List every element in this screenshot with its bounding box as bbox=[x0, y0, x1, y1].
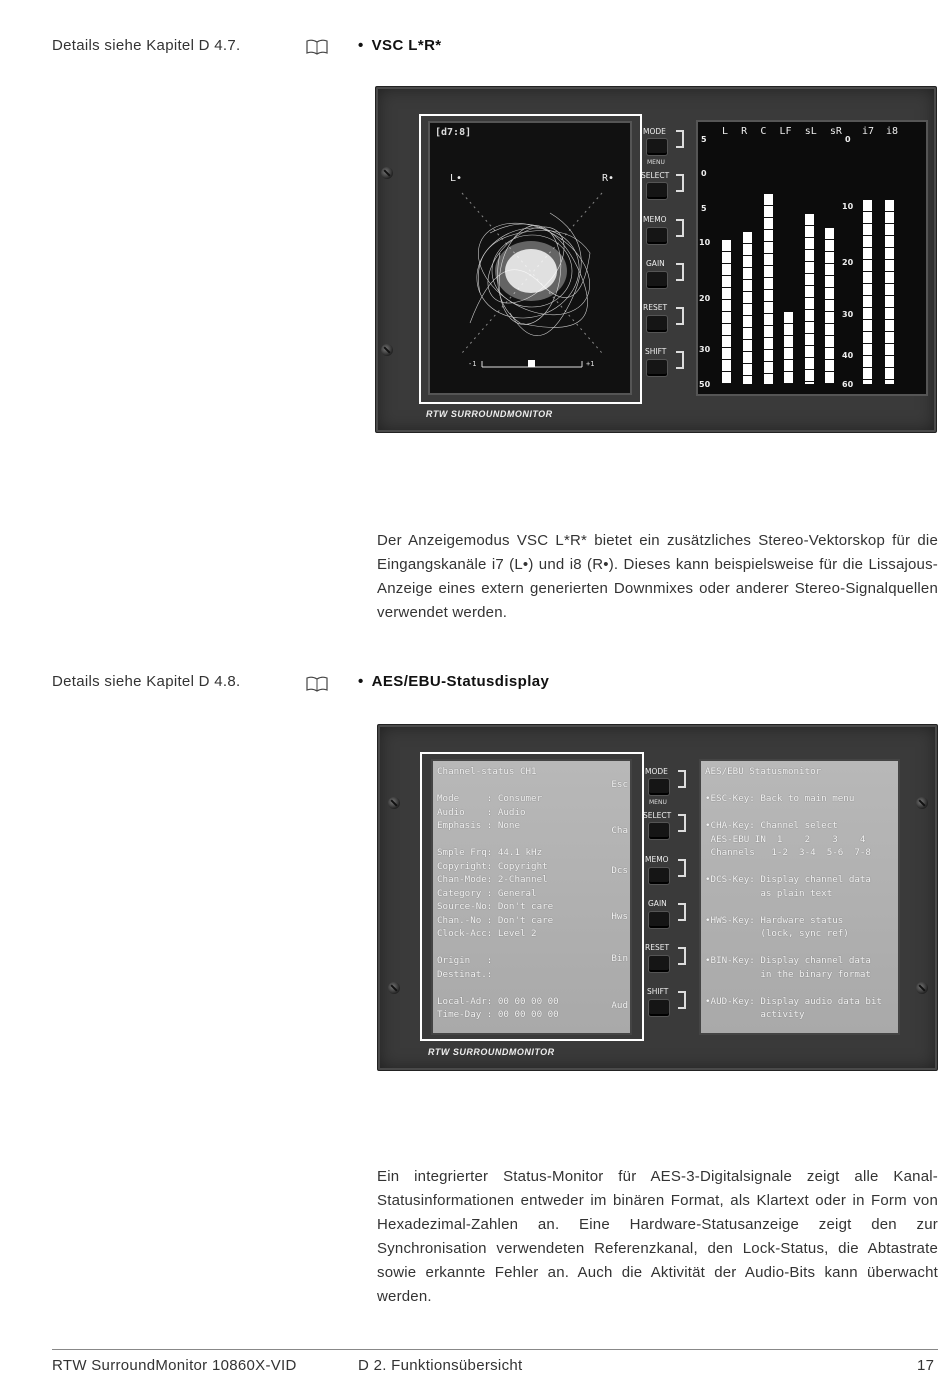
softkey-aud-label: Aud bbox=[611, 1000, 628, 1011]
meter-channel-label: L bbox=[722, 126, 729, 137]
memo-label: MEMO bbox=[643, 215, 667, 224]
meter-bar bbox=[743, 232, 752, 384]
select-button[interactable] bbox=[648, 822, 670, 840]
meter-bar bbox=[722, 240, 731, 384]
scale-label: 0 bbox=[845, 135, 851, 144]
lcd-line: Category : General bbox=[437, 887, 537, 899]
lcd-line: AES-EBU IN 1 2 3 4 bbox=[705, 833, 866, 845]
bracket-icon bbox=[678, 859, 686, 877]
lcd-line: Channels 1-2 3-4 5-6 7-8 bbox=[705, 847, 871, 858]
reset-button[interactable] bbox=[648, 955, 670, 973]
bracket-icon bbox=[676, 219, 684, 237]
meter-channel-label: sL bbox=[804, 126, 817, 137]
bracket-icon bbox=[678, 814, 686, 832]
memo-label: MEMO bbox=[645, 855, 669, 864]
screw bbox=[916, 797, 928, 809]
scale-label: 30 bbox=[699, 345, 711, 354]
vectorscope-screen bbox=[428, 121, 632, 395]
softkey-hws-label: Hws bbox=[611, 911, 628, 922]
lcd-line: •HWS-Key: Hardware status bbox=[705, 914, 844, 926]
brand-logo: RTW SURROUNDMONITOR bbox=[426, 409, 553, 419]
softkey-cha-label: Cha bbox=[611, 825, 628, 836]
brand-logo: RTW SURROUNDMONITOR bbox=[428, 1047, 555, 1057]
bullet-icon: • bbox=[358, 37, 364, 54]
bracket-icon bbox=[676, 263, 684, 281]
lcd-line: Chan-Mode: 2-Channel bbox=[437, 874, 548, 885]
reset-label: RESET bbox=[645, 943, 670, 952]
section-heading-text: VSC L*R* bbox=[371, 37, 442, 54]
lcd-line: Destinat.: bbox=[437, 968, 493, 980]
screw bbox=[381, 167, 393, 179]
lcd-line: Clock-Acc: Level 2 bbox=[437, 928, 537, 939]
bracket-icon bbox=[678, 903, 686, 921]
scale-label: 0 bbox=[701, 169, 707, 178]
lcd-line: Emphasis : None bbox=[437, 820, 520, 831]
screw bbox=[388, 982, 400, 994]
lcd-line: activity bbox=[705, 1009, 805, 1020]
bracket-icon bbox=[676, 174, 684, 192]
side-reference-2: Details siehe Kapitel D 4.8. bbox=[52, 673, 241, 690]
meter-channel-label: sR bbox=[829, 126, 842, 137]
scale-label: 50 bbox=[699, 380, 711, 389]
footer-chapter: D 2. Funktionsübersicht bbox=[358, 1357, 523, 1374]
screw bbox=[388, 797, 400, 809]
shift-button[interactable] bbox=[646, 359, 668, 377]
device-photo-aes bbox=[377, 724, 938, 1071]
softkey-dcs-label: Dcs bbox=[611, 865, 628, 876]
softkey-bin-label: Bin bbox=[611, 953, 628, 964]
meter-bar bbox=[863, 200, 872, 384]
meter-channel-label: C bbox=[760, 126, 767, 137]
level-meter-panel bbox=[696, 120, 928, 396]
reset-label: RESET bbox=[643, 303, 668, 312]
lcd-line: Channel-status CH1 bbox=[437, 766, 537, 777]
lcd-line: Origin : bbox=[437, 955, 493, 966]
book-icon bbox=[306, 676, 328, 692]
meter-bar bbox=[784, 312, 793, 384]
side-reference-1: Details siehe Kapitel D 4.7. bbox=[52, 37, 241, 54]
paragraph-vsc: Der Anzeigemodus VSC L*R* bietet ein zusätzliches Stereo-Vektorskop für die Eingangskanäle i7 (L•) und i8 (R•). Dieses kann beispielsweise für die Lissajous-Anzeige eines extern generierten Downmixes oder anderer Stereo-Signalquellen verwendet werden. bbox=[377, 532, 938, 621]
lcd-line: Chan.-No : Don't care bbox=[437, 914, 554, 926]
memo-button[interactable] bbox=[646, 227, 668, 245]
screw bbox=[381, 344, 393, 356]
menu-label: MENU bbox=[649, 799, 667, 806]
lcd-line: AES/EBU Statusmonitor bbox=[705, 766, 822, 777]
screw bbox=[916, 982, 928, 994]
menu-label: MENU bbox=[647, 159, 665, 166]
lcd-line: •CHA-Key: Channel select bbox=[705, 820, 838, 831]
scale-label: 5 bbox=[701, 204, 707, 213]
scale-label: 10 bbox=[842, 202, 854, 211]
lcd-line: •BIN-Key: Display channel data bbox=[705, 955, 871, 966]
shift-button[interactable] bbox=[648, 999, 670, 1017]
scale-label: 20 bbox=[699, 294, 711, 303]
lcd-line: Copyright: Copyright bbox=[437, 860, 548, 872]
scale-label: 40 bbox=[842, 351, 854, 360]
page-number: 17 bbox=[917, 1357, 935, 1374]
section-heading-vsc bbox=[358, 37, 442, 54]
correlation-max-label: +1 bbox=[586, 360, 595, 368]
channel-status-screen bbox=[431, 759, 632, 1035]
book-icon bbox=[306, 39, 328, 55]
meter-channel-label: i8 bbox=[885, 126, 898, 137]
mode-button[interactable] bbox=[646, 138, 668, 156]
memo-button[interactable] bbox=[648, 867, 670, 885]
lissajous-plot bbox=[430, 123, 630, 393]
softkey-esc-label: Esc bbox=[611, 779, 628, 790]
left-channel-label: L• bbox=[450, 173, 463, 184]
extra-channel-headers bbox=[862, 126, 898, 137]
meter-bar bbox=[764, 194, 773, 384]
meter-channel-label: R bbox=[741, 126, 748, 137]
device-photo-vsc bbox=[375, 86, 937, 433]
section-heading-aes bbox=[358, 673, 549, 690]
gain-button[interactable] bbox=[648, 911, 670, 929]
scale-label: 30 bbox=[842, 310, 854, 319]
bracket-icon bbox=[676, 351, 684, 369]
scale-label: 10 bbox=[699, 238, 711, 247]
section-heading-text: AES/EBU-Statusdisplay bbox=[371, 673, 550, 690]
bracket-icon bbox=[678, 770, 686, 788]
lcd-line: •AUD-Key: Display audio data bit bbox=[705, 995, 883, 1007]
footer-rule bbox=[52, 1349, 938, 1350]
mode-label: MODE bbox=[645, 767, 668, 776]
select-label: SELECT bbox=[643, 811, 672, 820]
bullet-icon: • bbox=[358, 673, 364, 690]
select-button[interactable] bbox=[646, 182, 668, 200]
lcd-line: Time-Day : 00 00 00 00 bbox=[437, 1009, 559, 1020]
status-monitor-help-screen bbox=[699, 759, 900, 1035]
lcd-line: Smple Frq: 44.1 kHz bbox=[437, 847, 543, 858]
mode-label: MODE bbox=[643, 127, 666, 136]
bracket-icon bbox=[676, 307, 684, 325]
shift-label: SHIFT bbox=[647, 987, 669, 996]
reset-button[interactable] bbox=[646, 315, 668, 333]
lcd-line: •ESC-Key: Back to main menu bbox=[705, 793, 855, 804]
lcd-line: Mode : Consumer bbox=[437, 793, 543, 804]
footer-product: RTW SurroundMonitor 10860X-VID bbox=[52, 1357, 297, 1374]
meter-bar bbox=[805, 214, 814, 384]
lcd-line: Source-No: Don't care bbox=[437, 901, 554, 912]
paragraph-aes: Ein integrierter Status-Monitor für AES-3-Digitalsignale zeigt alle Kanal-Statusinformationen entweder im binären Format, als Klartext oder in Form von Hexadezimal-Zahlen an. Eine Hardware-Statusanzeige zeigt den zur Synchronisation verwendeten Referenzkanal, den Lock-Status, die Abtastrate sowie erkannte Fehler an. Auch die Aktivität der Audio-Bits kann überwacht werden. bbox=[377, 1168, 938, 1305]
gain-label: GAIN bbox=[646, 259, 665, 268]
meter-bar bbox=[825, 228, 834, 384]
lcd-line: (lock, sync ref) bbox=[705, 928, 849, 939]
scale-label: 20 bbox=[842, 258, 854, 267]
lcd-line: Audio : Audio bbox=[437, 806, 526, 818]
right-channel-label: R• bbox=[602, 173, 615, 184]
meter-channel-label: LF bbox=[779, 126, 792, 137]
scale-label: 60 bbox=[842, 380, 854, 389]
meter-channel-headers bbox=[722, 126, 842, 137]
lcd-line: in the binary format bbox=[705, 968, 871, 980]
vectorscope-title: [d7:8] bbox=[435, 127, 472, 138]
shift-label: SHIFT bbox=[645, 347, 667, 356]
lcd-line: Local-Adr: 00 00 00 00 bbox=[437, 995, 559, 1007]
gain-button[interactable] bbox=[646, 271, 668, 289]
scale-label: 5 bbox=[701, 135, 707, 144]
select-label: SELECT bbox=[641, 171, 670, 180]
lcd-line: as plain text bbox=[705, 887, 833, 899]
mode-button[interactable] bbox=[648, 778, 670, 796]
meter-channel-label: i7 bbox=[862, 126, 875, 137]
meter-bar bbox=[885, 200, 894, 384]
gain-label: GAIN bbox=[648, 899, 667, 908]
correlation-min-label: -1 bbox=[468, 360, 477, 368]
bracket-icon bbox=[678, 947, 686, 965]
lcd-line: •DCS-Key: Display channel data bbox=[705, 874, 871, 885]
bracket-icon bbox=[676, 130, 684, 148]
bracket-icon bbox=[678, 991, 686, 1009]
